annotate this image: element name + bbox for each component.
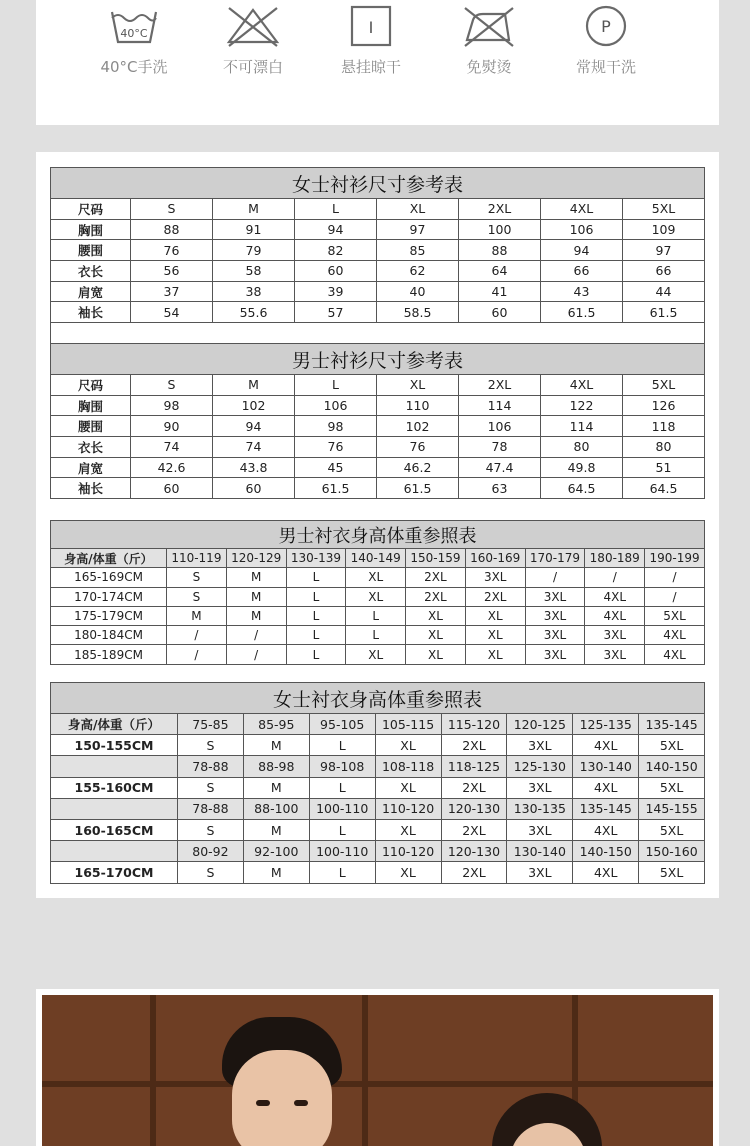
row-label: 165-169CM: [51, 568, 167, 587]
table-cell: S: [178, 819, 244, 840]
table-cell: 3XL: [507, 777, 573, 798]
table-row: [51, 841, 705, 862]
table-cell: XL: [375, 819, 441, 840]
table-cell: 2XL: [441, 777, 507, 798]
table-cell: 94: [295, 219, 377, 240]
table-cell: 118: [623, 416, 705, 437]
row-label: [51, 841, 178, 862]
header-cell: 尺码: [51, 199, 131, 220]
table-cell: 2XL: [441, 735, 507, 756]
men-size-table: [50, 343, 705, 499]
table-cell: 41: [459, 281, 541, 302]
header-cell: 尺码: [51, 375, 131, 396]
table-cell: 3XL: [525, 645, 585, 664]
table-cell: 2XL: [465, 587, 525, 606]
table-cell: 106: [459, 416, 541, 437]
table-cell: 110: [377, 395, 459, 416]
row-label: 胸围: [51, 219, 131, 240]
table-cell: 5XL: [639, 819, 705, 840]
table-cell: 76: [131, 240, 213, 261]
table-cell: L: [286, 645, 346, 664]
table-cell: 74: [213, 437, 295, 458]
header-cell: M: [213, 199, 295, 220]
table-cell: L: [309, 735, 375, 756]
header-cell: 160-169: [465, 549, 525, 568]
row-label: 衣长: [51, 261, 131, 282]
row-label: 衣长: [51, 437, 131, 458]
table-cell: 88-100: [243, 798, 309, 819]
table-cell: 74: [131, 437, 213, 458]
header-cell: 135-145: [639, 714, 705, 735]
table-row: [51, 478, 705, 499]
table-cell: S: [167, 568, 227, 587]
table-cell: 66: [623, 261, 705, 282]
table-cell: 58: [213, 261, 295, 282]
row-label: 170-174CM: [51, 587, 167, 606]
table-cell: 5XL: [639, 777, 705, 798]
men-size-title: 男士衬衫尺寸参考表: [51, 344, 705, 375]
table-cell: 3XL: [525, 626, 585, 645]
table-row: [51, 756, 705, 777]
header-cell: 2XL: [459, 375, 541, 396]
table-cell: M: [167, 606, 227, 625]
header-cell: 180-189: [585, 549, 645, 568]
table-cell: 47.4: [459, 457, 541, 478]
table-cell: 38: [213, 281, 295, 302]
table-cell: 114: [459, 395, 541, 416]
header-cell: 120-129: [226, 549, 286, 568]
row-label: 185-189CM: [51, 645, 167, 664]
care-item-no-bleach: [193, 0, 313, 77]
table-cell: S: [178, 862, 244, 883]
men-hw-title: 男士衬衣身高体重参照表: [51, 521, 705, 549]
table-cell: 145-155: [639, 798, 705, 819]
header-cell: S: [131, 375, 213, 396]
hang-dry-badge: I: [368, 18, 374, 37]
table-cell: 118-125: [441, 756, 507, 777]
wood-panel-background: [42, 995, 713, 1146]
table-row: [51, 416, 705, 437]
table-cell: L: [309, 777, 375, 798]
table-cell: 37: [131, 281, 213, 302]
table-row: [51, 862, 705, 883]
care-instructions-panel: [36, 0, 719, 125]
row-label: 袖长: [51, 478, 131, 499]
table-cell: 79: [213, 240, 295, 261]
table-cell: L: [286, 587, 346, 606]
header-cell: 190-199: [645, 549, 705, 568]
table-cell: 62: [377, 261, 459, 282]
header-cell: 75-85: [178, 714, 244, 735]
table-cell: 2XL: [441, 819, 507, 840]
table-cell: 4XL: [573, 862, 639, 883]
table-cell: /: [585, 568, 645, 587]
header-cell: 5XL: [623, 199, 705, 220]
hand-wash-40c-icon: [108, 4, 160, 48]
care-label-hang-dry: 悬挂晾干: [340, 58, 401, 76]
row-label: 155-160CM: [51, 777, 178, 798]
wash-temp-badge: 40°C: [120, 27, 148, 40]
table-cell: 5XL: [639, 862, 705, 883]
table-row: [51, 645, 705, 664]
row-label: [51, 756, 178, 777]
table-row: [51, 281, 705, 302]
no-iron-icon: [461, 4, 517, 48]
row-label: 175-179CM: [51, 606, 167, 625]
table-cell: 102: [377, 416, 459, 437]
table-cell: 57: [295, 302, 377, 323]
table-cell: 61.5: [623, 302, 705, 323]
table-cell: 4XL: [573, 777, 639, 798]
table-cell: 56: [131, 261, 213, 282]
table-row: [51, 240, 705, 261]
table-cell: 51: [623, 457, 705, 478]
table-cell: XL: [346, 568, 406, 587]
row-label: 肩宽: [51, 457, 131, 478]
table-cell: 4XL: [573, 819, 639, 840]
table-cell: 125-130: [507, 756, 573, 777]
care-item-hang-dry: [311, 0, 431, 77]
women-hw-title: 女士衬衣身高体重参照表: [51, 683, 705, 714]
women-size-title: 女士衬衫尺寸参考表: [51, 168, 705, 199]
header-cell: 140-149: [346, 549, 406, 568]
header-cell: 125-135: [573, 714, 639, 735]
table-row: [51, 437, 705, 458]
table-cell: XL: [406, 606, 466, 625]
table-cell: 61.5: [541, 302, 623, 323]
table-cell: 80: [541, 437, 623, 458]
table-cell: 61.5: [377, 478, 459, 499]
table-separator: [50, 322, 705, 343]
table-cell: L: [309, 819, 375, 840]
table-cell: 4XL: [573, 735, 639, 756]
male-model-face: [232, 1050, 332, 1146]
table-cell: L: [286, 626, 346, 645]
table-cell: 78-88: [178, 756, 244, 777]
table-row: [51, 777, 705, 798]
table-cell: 130-135: [507, 798, 573, 819]
table-cell: 55.6: [213, 302, 295, 323]
table-cell: 2XL: [406, 568, 466, 587]
table-cell: 61.5: [295, 478, 377, 499]
table-cell: 3XL: [507, 862, 573, 883]
table-cell: 110-120: [375, 798, 441, 819]
table-cell: 4XL: [585, 606, 645, 625]
table-cell: 64.5: [541, 478, 623, 499]
header-cell: 85-95: [243, 714, 309, 735]
table-cell: 64.5: [623, 478, 705, 499]
table-header-row: [51, 714, 705, 735]
table-row: [51, 819, 705, 840]
header-cell: S: [131, 199, 213, 220]
care-label-no-iron: 免熨烫: [466, 58, 512, 76]
table-cell: 88-98: [243, 756, 309, 777]
header-cell: 95-105: [309, 714, 375, 735]
table-cell: 78-88: [178, 798, 244, 819]
table-cell: M: [226, 587, 286, 606]
table-cell: 80-92: [178, 841, 244, 862]
table-cell: 109: [623, 219, 705, 240]
model-photo: [36, 989, 719, 1146]
header-cell: XL: [377, 199, 459, 220]
table-cell: 122: [541, 395, 623, 416]
table-cell: 46.2: [377, 457, 459, 478]
care-item-dry-clean: [546, 0, 666, 77]
table-cell: 3XL: [585, 645, 645, 664]
table-cell: /: [645, 587, 705, 606]
row-label: [51, 798, 178, 819]
table-cell: XL: [465, 645, 525, 664]
header-cell: 4XL: [541, 375, 623, 396]
table-cell: 150-160: [639, 841, 705, 862]
header-cell: L: [295, 199, 377, 220]
table-cell: 140-150: [573, 841, 639, 862]
table-cell: 42.6: [131, 457, 213, 478]
table-cell: 60: [131, 478, 213, 499]
table-cell: L: [346, 626, 406, 645]
table-cell: 4XL: [585, 587, 645, 606]
table-cell: XL: [375, 862, 441, 883]
table-cell: M: [243, 777, 309, 798]
table-cell: 85: [377, 240, 459, 261]
row-label: 180-184CM: [51, 626, 167, 645]
table-cell: 100: [459, 219, 541, 240]
row-label: 160-165CM: [51, 819, 178, 840]
table-cell: 126: [623, 395, 705, 416]
dry-clean-icon: [584, 4, 628, 48]
table-cell: M: [226, 568, 286, 587]
table-cell: 88: [459, 240, 541, 261]
table-cell: 76: [377, 437, 459, 458]
table-cell: 97: [623, 240, 705, 261]
table-cell: 91: [213, 219, 295, 240]
table-cell: /: [525, 568, 585, 587]
table-row: [51, 302, 705, 323]
table-row: [51, 457, 705, 478]
table-cell: /: [167, 645, 227, 664]
table-header-row: [51, 375, 705, 396]
header-cell: XL: [377, 375, 459, 396]
table-cell: XL: [346, 587, 406, 606]
table-cell: 92-100: [243, 841, 309, 862]
table-cell: 2XL: [406, 587, 466, 606]
dry-clean-badge: P: [601, 17, 611, 36]
table-cell: 130-140: [573, 756, 639, 777]
no-bleach-icon: [225, 4, 281, 48]
table-cell: 3XL: [465, 568, 525, 587]
table-cell: 100-110: [309, 798, 375, 819]
care-label-hand-wash: 40°C手洗: [100, 58, 168, 76]
header-cell: 115-120: [441, 714, 507, 735]
table-cell: 43.8: [213, 457, 295, 478]
table-header-row: [51, 199, 705, 220]
table-header-row: [51, 549, 705, 568]
table-cell: 66: [541, 261, 623, 282]
table-cell: 130-140: [507, 841, 573, 862]
header-cell: 5XL: [623, 375, 705, 396]
table-cell: 120-130: [441, 798, 507, 819]
care-label-no-bleach: 不可漂白: [222, 58, 283, 76]
care-label-dry-clean: 常规干洗: [575, 58, 636, 76]
table-cell: 63: [459, 478, 541, 499]
table-cell: 60: [459, 302, 541, 323]
care-item-hand-wash: [74, 0, 194, 77]
women-size-table: [50, 167, 705, 323]
table-cell: 120-130: [441, 841, 507, 862]
table-cell: XL: [465, 606, 525, 625]
table-row: [51, 261, 705, 282]
table-cell: 58.5: [377, 302, 459, 323]
size-chart-panel: [36, 152, 719, 898]
table-cell: 94: [541, 240, 623, 261]
table-cell: 114: [541, 416, 623, 437]
table-cell: 3XL: [507, 735, 573, 756]
table-cell: 140-150: [639, 756, 705, 777]
table-cell: M: [243, 819, 309, 840]
table-cell: 3XL: [585, 626, 645, 645]
table-cell: /: [167, 626, 227, 645]
table-row: [51, 568, 705, 587]
table-cell: M: [226, 606, 286, 625]
table-cell: 100-110: [309, 841, 375, 862]
table-cell: 106: [295, 395, 377, 416]
women-height-weight-table: [50, 682, 705, 884]
table-cell: 45: [295, 457, 377, 478]
header-cell: 120-125: [507, 714, 573, 735]
table-cell: XL: [465, 626, 525, 645]
table-cell: 4XL: [645, 645, 705, 664]
table-row: [51, 219, 705, 240]
header-cell: 身高/体重（斤）: [51, 549, 167, 568]
table-cell: 49.8: [541, 457, 623, 478]
header-cell: 150-159: [406, 549, 466, 568]
table-cell: /: [226, 626, 286, 645]
hang-dry-icon: [349, 4, 393, 48]
table-cell: 80: [623, 437, 705, 458]
header-cell: 身高/体重（斤）: [51, 714, 178, 735]
table-cell: M: [243, 862, 309, 883]
table-row: [51, 395, 705, 416]
table-cell: 106: [541, 219, 623, 240]
table-cell: 3XL: [507, 819, 573, 840]
table-cell: 40: [377, 281, 459, 302]
table-cell: 97: [377, 219, 459, 240]
table-cell: XL: [375, 777, 441, 798]
table-cell: /: [226, 645, 286, 664]
table-cell: XL: [406, 645, 466, 664]
table-cell: 3XL: [525, 587, 585, 606]
table-cell: L: [309, 862, 375, 883]
table-cell: 82: [295, 240, 377, 261]
table-cell: /: [645, 568, 705, 587]
table-row: [51, 587, 705, 606]
table-cell: 98: [295, 416, 377, 437]
table-cell: 98-108: [309, 756, 375, 777]
table-cell: 110-120: [375, 841, 441, 862]
table-cell: XL: [406, 626, 466, 645]
header-cell: 170-179: [525, 549, 585, 568]
table-cell: 102: [213, 395, 295, 416]
header-cell: 130-139: [286, 549, 346, 568]
row-label: 胸围: [51, 395, 131, 416]
table-cell: 54: [131, 302, 213, 323]
header-cell: M: [213, 375, 295, 396]
table-cell: 78: [459, 437, 541, 458]
table-cell: 3XL: [525, 606, 585, 625]
table-cell: 5XL: [639, 735, 705, 756]
table-cell: S: [178, 735, 244, 756]
table-row: [51, 606, 705, 625]
table-cell: 60: [295, 261, 377, 282]
row-label: 肩宽: [51, 281, 131, 302]
header-cell: 110-119: [167, 549, 227, 568]
table-cell: 108-118: [375, 756, 441, 777]
table-cell: 5XL: [645, 606, 705, 625]
row-label: 150-155CM: [51, 735, 178, 756]
table-cell: 76: [295, 437, 377, 458]
row-label: 腰围: [51, 416, 131, 437]
table-cell: S: [167, 587, 227, 606]
table-row: [51, 626, 705, 645]
care-item-no-iron: [429, 0, 549, 77]
table-cell: 94: [213, 416, 295, 437]
table-row: [51, 798, 705, 819]
header-cell: 2XL: [459, 199, 541, 220]
table-cell: 44: [623, 281, 705, 302]
table-cell: 43: [541, 281, 623, 302]
table-cell: XL: [346, 645, 406, 664]
row-label: 腰围: [51, 240, 131, 261]
table-cell: L: [286, 568, 346, 587]
table-cell: 88: [131, 219, 213, 240]
table-cell: 98: [131, 395, 213, 416]
table-cell: S: [178, 777, 244, 798]
table-cell: 64: [459, 261, 541, 282]
table-cell: XL: [375, 735, 441, 756]
table-cell: 39: [295, 281, 377, 302]
table-cell: M: [243, 735, 309, 756]
header-cell: 4XL: [541, 199, 623, 220]
table-cell: 4XL: [645, 626, 705, 645]
table-cell: 60: [213, 478, 295, 499]
row-label: 165-170CM: [51, 862, 178, 883]
header-cell: 105-115: [375, 714, 441, 735]
table-cell: L: [346, 606, 406, 625]
table-cell: 2XL: [441, 862, 507, 883]
table-cell: 135-145: [573, 798, 639, 819]
table-row: [51, 735, 705, 756]
table-cell: L: [286, 606, 346, 625]
row-label: 袖长: [51, 302, 131, 323]
header-cell: L: [295, 375, 377, 396]
table-cell: 90: [131, 416, 213, 437]
men-height-weight-table: [50, 520, 705, 665]
